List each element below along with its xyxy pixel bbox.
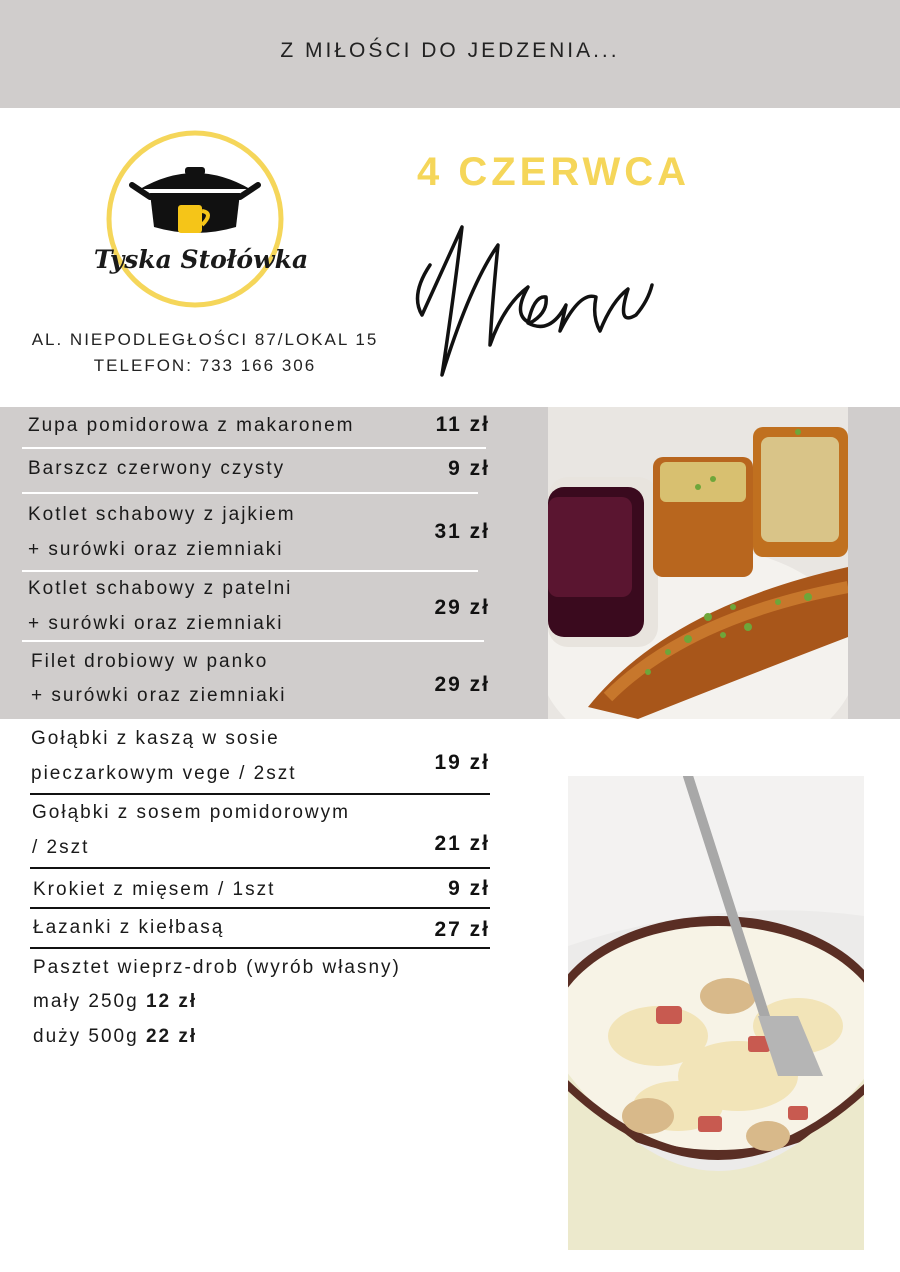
- menu-item-name: Kotlet schabowy z jajkiem: [28, 504, 296, 525]
- menu-item-subline: + surówki oraz ziemniaki: [28, 613, 284, 634]
- top-banner: [0, 0, 900, 108]
- divider: [30, 907, 490, 909]
- menu-item-name: Łazanki z kiełbasą: [33, 917, 225, 938]
- brand-name: Tyska Stołówka: [93, 245, 309, 274]
- divider: [22, 492, 478, 494]
- pate-small: [33, 991, 197, 1013]
- divider: [30, 793, 490, 795]
- menu-item-price: 21 zł: [434, 832, 490, 855]
- phone-line: TELEFON: 733 166 306: [93, 356, 317, 375]
- menu-item-name: Kotlet schabowy z patelni: [28, 578, 293, 599]
- menu-item-price: 19 zł: [434, 751, 490, 774]
- pate-large: [33, 1026, 197, 1048]
- tagline: Z MIŁOŚCI DO JEDZENIA...: [280, 39, 620, 62]
- menu-item-name: Filet drobiowy w panko: [31, 651, 269, 672]
- menu-item-subline: / 2szt: [32, 837, 90, 858]
- menu-item-price: 29 zł: [434, 673, 490, 696]
- pate-title: Pasztet wieprz-drob (wyrób własny): [33, 957, 401, 978]
- menu-item-name: Zupa pomidorowa z makaronem: [28, 415, 355, 436]
- divider: [30, 867, 490, 869]
- menu-date: 4 CZERWCA: [417, 150, 691, 194]
- divider: [22, 447, 486, 449]
- pate-small-price: 12 zł: [145, 991, 198, 1012]
- menu-item-subline: + surówki oraz ziemniaki: [31, 685, 287, 706]
- menu-item-price: 27 zł: [434, 918, 490, 941]
- lazanki-photo-icon: [568, 776, 864, 1250]
- divider: [30, 947, 490, 949]
- address-line: AL. NIEPODLEGŁOŚCI 87/LOKAL 15: [31, 330, 379, 349]
- croquette-photo-icon: [548, 407, 848, 719]
- menu-script-icon: [400, 205, 690, 385]
- pot-logo-icon: [100, 127, 290, 312]
- menu-item-price: 9 zł: [448, 877, 490, 900]
- menu-title: [400, 205, 690, 385]
- pate-small-label: mały 250g: [33, 991, 139, 1012]
- menu-item-price: 29 zł: [434, 596, 490, 619]
- divider: [22, 570, 478, 572]
- menu-item-name: Gołąbki z kaszą w sosie: [31, 728, 280, 749]
- menu-item-name: Gołąbki z sosem pomidorowym: [32, 802, 350, 823]
- menu-item-price: 11 zł: [435, 413, 490, 436]
- menu-item-name: Krokiet z mięsem / 1szt: [33, 879, 276, 900]
- menu-item-name: Barszcz czerwony czysty: [28, 458, 286, 479]
- menu-item-price: 31 zł: [434, 520, 490, 543]
- menu-item-subline: + surówki oraz ziemniaki: [28, 539, 284, 560]
- pate-large-price: 22 zł: [145, 1026, 198, 1047]
- divider: [22, 640, 484, 642]
- pate-large-label: duży 500g: [33, 1026, 139, 1047]
- menu-item-subline: pieczarkowym vege / 2szt: [31, 763, 297, 784]
- menu-item-price: 9 zł: [448, 457, 490, 480]
